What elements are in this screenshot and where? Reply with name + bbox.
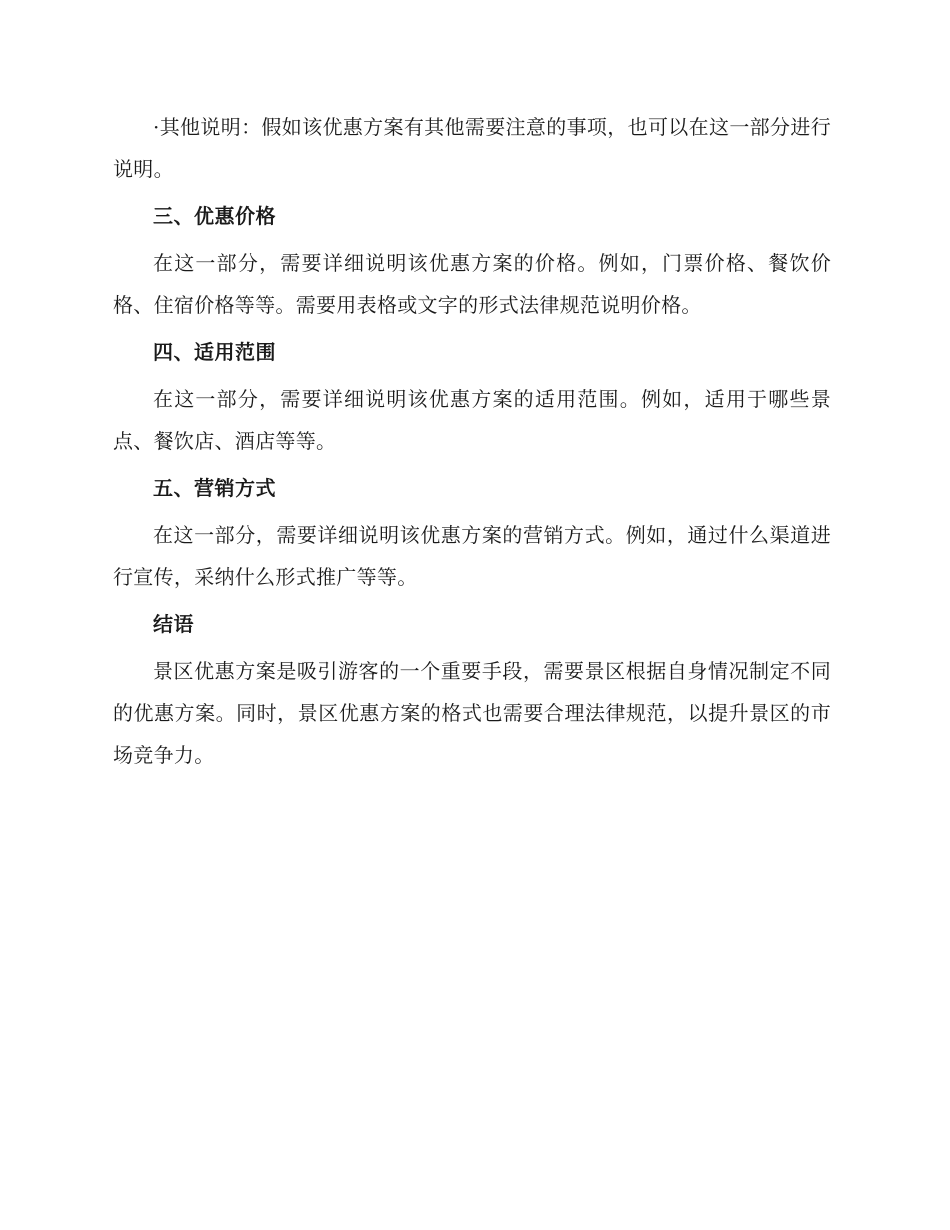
paragraph-scope: 在这一部分，需要详细说明该优惠方案的适用范围。例如，适用于哪些景点、餐饮店、酒店等等。	[113, 387, 831, 453]
heading-conclusion: 结语	[153, 612, 194, 636]
heading-discount-price: 三、优惠价格	[153, 204, 276, 228]
paragraph-marketing: 在这一部分，需要详细说明该优惠方案的营销方式。例如，通过什么渠道进行宣传，采纳什么形式推广等等。	[113, 523, 831, 589]
paragraph-other-notes: ·其他说明：假如该优惠方案有其他需要注意的事项，也可以在这一部分进行说明。	[113, 115, 831, 181]
paragraph-discount-price: 在这一部分，需要详细说明该优惠方案的价格。例如，门票价格、餐饮价格、住宿价格等等。需要用表格或文字的形式法律规范说明价格。	[113, 251, 831, 317]
document-page	[113, 106, 831, 776]
heading-scope: 四、适用范围	[153, 340, 276, 364]
paragraph-conclusion: 景区优惠方案是吸引游客的一个重要手段，需要景区根据自身情况制定不同的优惠方案。同时，景区优惠方案的格式也需要合理法律规范，以提升景区的市场竞争力。	[113, 659, 831, 767]
heading-marketing: 五、营销方式	[153, 476, 276, 500]
